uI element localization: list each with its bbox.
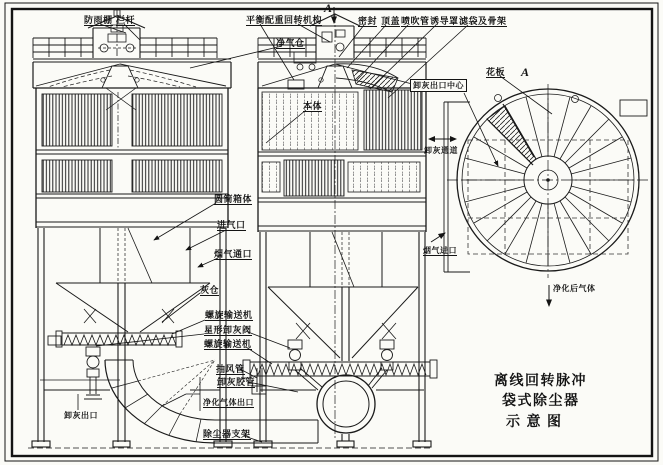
label-support-frame: 除尘器支架 bbox=[203, 429, 251, 439]
label-ash-outlet-center: 卸灰出口中心 bbox=[410, 79, 467, 92]
double-arrow bbox=[428, 136, 457, 142]
label-bag-and-cage: 滤袋及骨架 bbox=[459, 16, 507, 26]
label-purified-gas: 净化后气体 bbox=[553, 284, 596, 293]
view-mark-a: A bbox=[521, 65, 530, 79]
drawing-title-line3: 示 意 图 bbox=[506, 415, 563, 430]
drawing-title-line2: 袋式除尘器 bbox=[502, 394, 580, 409]
label-gas-passage-port: 烟气通口 bbox=[214, 249, 253, 259]
label-ash-hose: 卸灰胶管 bbox=[217, 377, 256, 387]
label-ash-bin: 灰仓 bbox=[200, 285, 220, 295]
drawing-title-line1: 离线回转脉冲 bbox=[494, 374, 587, 389]
label-screw-conveyor-1: 螺旋输送机 bbox=[205, 310, 253, 320]
leader-lines bbox=[78, 7, 552, 442]
label-cylindrical-casing: 圆筒箱体 bbox=[214, 194, 253, 204]
label-clean-air-chamber: 净气仓 bbox=[276, 38, 305, 48]
label-rain-shelter: 防雨棚 bbox=[84, 15, 113, 25]
label-rotary-mechanism: 回转机构 bbox=[284, 15, 323, 25]
label-ash-discharge-outlet: 卸灰出口 bbox=[64, 411, 98, 420]
label-clean-gas-outlet: 净化气体出口 bbox=[203, 398, 254, 407]
label-handrail: 栏杆 bbox=[116, 15, 136, 25]
label-flue-gas-inlet: 烟气进口 bbox=[423, 246, 457, 255]
label-top-cover: 顶盖 bbox=[381, 16, 401, 26]
plan-view bbox=[444, 84, 652, 278]
right-elevation-view bbox=[243, 14, 437, 447]
label-air-inlet: 进气口 bbox=[217, 220, 246, 230]
label-rotary-valve: 星形卸灰阀 bbox=[204, 325, 252, 335]
section-mark-a-top: A bbox=[324, 1, 333, 15]
label-suction-pipe: 抽风管 bbox=[216, 364, 245, 374]
label-tube-sheet: 花板 bbox=[486, 67, 506, 77]
label-induce-hood: 诱导罩 bbox=[430, 16, 459, 26]
label-blow-pipe: 喷吹管 bbox=[401, 16, 430, 26]
label-ash-passage: 卸灰通道 bbox=[424, 146, 458, 155]
label-main-body: 本体 bbox=[303, 101, 323, 111]
label-screw-conveyor-2: 螺旋输送机 bbox=[204, 339, 252, 349]
label-counterweight: 平衡配重 bbox=[246, 15, 285, 25]
label-seal: 密封 bbox=[358, 16, 378, 26]
